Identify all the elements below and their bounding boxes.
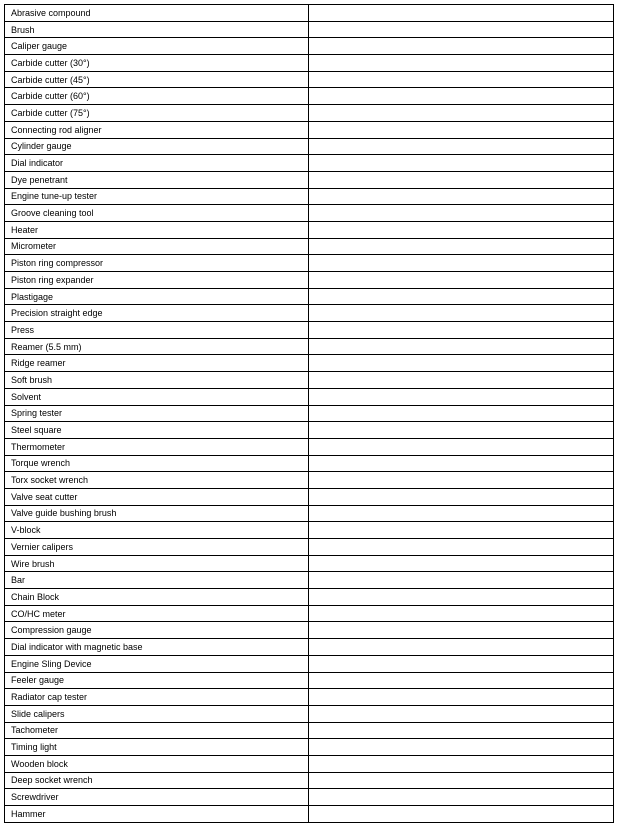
tool-name-cell: Slide calipers bbox=[5, 705, 309, 722]
notes-cell bbox=[309, 806, 614, 823]
tool-name-cell: Solvent bbox=[5, 388, 309, 405]
tool-name-cell: Engine Sling Device bbox=[5, 655, 309, 672]
tool-name-cell: Hammer bbox=[5, 806, 309, 823]
table-row bbox=[5, 438, 614, 455]
tool-name-cell: Carbide cutter (30°) bbox=[5, 55, 309, 72]
notes-cell bbox=[309, 322, 614, 339]
tool-name-cell: CO/HC meter bbox=[5, 605, 309, 622]
table-row bbox=[5, 188, 614, 205]
tool-name-cell: Piston ring compressor bbox=[5, 255, 309, 272]
notes-cell bbox=[309, 655, 614, 672]
tool-name-cell: Dial indicator bbox=[5, 155, 309, 172]
notes-cell bbox=[309, 88, 614, 105]
notes-cell bbox=[309, 5, 614, 22]
notes-cell bbox=[309, 522, 614, 539]
notes-cell bbox=[309, 238, 614, 255]
table-row bbox=[5, 355, 614, 372]
notes-cell bbox=[309, 121, 614, 138]
table-row bbox=[5, 455, 614, 472]
notes-cell bbox=[309, 689, 614, 706]
table-row bbox=[5, 21, 614, 38]
tool-name-cell: Thermometer bbox=[5, 438, 309, 455]
notes-cell bbox=[309, 105, 614, 122]
notes-cell bbox=[309, 472, 614, 489]
tool-name-cell: Bar bbox=[5, 572, 309, 589]
tool-name-cell: Ridge reamer bbox=[5, 355, 309, 372]
notes-cell bbox=[309, 338, 614, 355]
notes-cell bbox=[309, 71, 614, 88]
table-row bbox=[5, 622, 614, 639]
table-row bbox=[5, 288, 614, 305]
notes-cell bbox=[309, 288, 614, 305]
table-row bbox=[5, 322, 614, 339]
notes-cell bbox=[309, 622, 614, 639]
tool-name-cell: Deep socket wrench bbox=[5, 772, 309, 789]
notes-cell bbox=[309, 188, 614, 205]
table-row bbox=[5, 639, 614, 656]
tool-name-cell: Reamer (5.5 mm) bbox=[5, 338, 309, 355]
tool-name-cell: Timing light bbox=[5, 739, 309, 756]
table-row bbox=[5, 71, 614, 88]
tool-name-cell: Carbide cutter (60°) bbox=[5, 88, 309, 105]
table-row bbox=[5, 806, 614, 823]
table-row bbox=[5, 305, 614, 322]
tool-name-cell: Screwdriver bbox=[5, 789, 309, 806]
notes-cell bbox=[309, 605, 614, 622]
table-row bbox=[5, 221, 614, 238]
table-row bbox=[5, 155, 614, 172]
tool-name-cell: Precision straight edge bbox=[5, 305, 309, 322]
table-row bbox=[5, 238, 614, 255]
notes-cell bbox=[309, 272, 614, 289]
notes-cell bbox=[309, 21, 614, 38]
tool-name-cell: Micrometer bbox=[5, 238, 309, 255]
notes-cell bbox=[309, 539, 614, 556]
tool-name-cell: Soft brush bbox=[5, 372, 309, 389]
notes-cell bbox=[309, 171, 614, 188]
notes-cell bbox=[309, 772, 614, 789]
notes-cell bbox=[309, 705, 614, 722]
tools-table bbox=[4, 4, 614, 823]
tool-name-cell: V-block bbox=[5, 522, 309, 539]
table-row bbox=[5, 572, 614, 589]
tool-name-cell: Dye penetrant bbox=[5, 171, 309, 188]
tool-name-cell: Valve guide bushing brush bbox=[5, 505, 309, 522]
table-row bbox=[5, 705, 614, 722]
notes-cell bbox=[309, 372, 614, 389]
tool-name-cell: Abrasive compound bbox=[5, 5, 309, 22]
table-row bbox=[5, 5, 614, 22]
table-row bbox=[5, 55, 614, 72]
table-row bbox=[5, 472, 614, 489]
table-row bbox=[5, 739, 614, 756]
tool-name-cell: Plastigage bbox=[5, 288, 309, 305]
table-row bbox=[5, 539, 614, 556]
table-row bbox=[5, 422, 614, 439]
table-row bbox=[5, 589, 614, 606]
notes-cell bbox=[309, 755, 614, 772]
tool-name-cell: Heater bbox=[5, 221, 309, 238]
notes-cell bbox=[309, 221, 614, 238]
table-row bbox=[5, 789, 614, 806]
tool-name-cell: Tachometer bbox=[5, 722, 309, 739]
table-row bbox=[5, 672, 614, 689]
tool-name-cell: Caliper gauge bbox=[5, 38, 309, 55]
tool-name-cell: Piston ring expander bbox=[5, 272, 309, 289]
notes-cell bbox=[309, 488, 614, 505]
table-row bbox=[5, 755, 614, 772]
table-row bbox=[5, 555, 614, 572]
table-row bbox=[5, 272, 614, 289]
tool-name-cell: Groove cleaning tool bbox=[5, 205, 309, 222]
notes-cell bbox=[309, 438, 614, 455]
table-row bbox=[5, 105, 614, 122]
notes-cell bbox=[309, 722, 614, 739]
tool-name-cell: Valve seat cutter bbox=[5, 488, 309, 505]
tool-name-cell: Spring tester bbox=[5, 405, 309, 422]
table-row bbox=[5, 38, 614, 55]
tool-name-cell: Engine tune-up tester bbox=[5, 188, 309, 205]
notes-cell bbox=[309, 305, 614, 322]
notes-cell bbox=[309, 672, 614, 689]
table-row bbox=[5, 338, 614, 355]
notes-cell bbox=[309, 589, 614, 606]
tool-name-cell: Dial indicator with magnetic base bbox=[5, 639, 309, 656]
notes-cell bbox=[309, 38, 614, 55]
notes-cell bbox=[309, 405, 614, 422]
tool-name-cell: Vernier calipers bbox=[5, 539, 309, 556]
notes-cell bbox=[309, 355, 614, 372]
table-row bbox=[5, 505, 614, 522]
table-row bbox=[5, 121, 614, 138]
notes-cell bbox=[309, 639, 614, 656]
tool-name-cell: Torque wrench bbox=[5, 455, 309, 472]
tool-name-cell: Connecting rod aligner bbox=[5, 121, 309, 138]
notes-cell bbox=[309, 255, 614, 272]
notes-cell bbox=[309, 455, 614, 472]
table-row bbox=[5, 605, 614, 622]
tool-name-cell: Carbide cutter (75°) bbox=[5, 105, 309, 122]
notes-cell bbox=[309, 572, 614, 589]
table-row bbox=[5, 722, 614, 739]
table-row bbox=[5, 255, 614, 272]
table-row bbox=[5, 488, 614, 505]
table-row bbox=[5, 388, 614, 405]
table-row bbox=[5, 205, 614, 222]
table-row bbox=[5, 405, 614, 422]
table-row bbox=[5, 772, 614, 789]
notes-cell bbox=[309, 789, 614, 806]
table-row bbox=[5, 522, 614, 539]
tool-name-cell: Compression gauge bbox=[5, 622, 309, 639]
tool-name-cell: Wooden block bbox=[5, 755, 309, 772]
notes-cell bbox=[309, 138, 614, 155]
tool-name-cell: Cylinder gauge bbox=[5, 138, 309, 155]
notes-cell bbox=[309, 739, 614, 756]
tool-name-cell: Feeler gauge bbox=[5, 672, 309, 689]
table-row bbox=[5, 372, 614, 389]
notes-cell bbox=[309, 155, 614, 172]
tool-name-cell: Brush bbox=[5, 21, 309, 38]
tool-name-cell: Steel square bbox=[5, 422, 309, 439]
notes-cell bbox=[309, 505, 614, 522]
tool-name-cell: Chain Block bbox=[5, 589, 309, 606]
table-row bbox=[5, 88, 614, 105]
notes-cell bbox=[309, 555, 614, 572]
table-row bbox=[5, 655, 614, 672]
notes-cell bbox=[309, 55, 614, 72]
tools-table-body bbox=[5, 5, 614, 823]
notes-cell bbox=[309, 388, 614, 405]
table-row bbox=[5, 689, 614, 706]
tool-name-cell: Radiator cap tester bbox=[5, 689, 309, 706]
notes-cell bbox=[309, 205, 614, 222]
tool-name-cell: Carbide cutter (45°) bbox=[5, 71, 309, 88]
table-row bbox=[5, 171, 614, 188]
tool-name-cell: Wire brush bbox=[5, 555, 309, 572]
tool-name-cell: Torx socket wrench bbox=[5, 472, 309, 489]
tool-name-cell: Press bbox=[5, 322, 309, 339]
table-row bbox=[5, 138, 614, 155]
notes-cell bbox=[309, 422, 614, 439]
